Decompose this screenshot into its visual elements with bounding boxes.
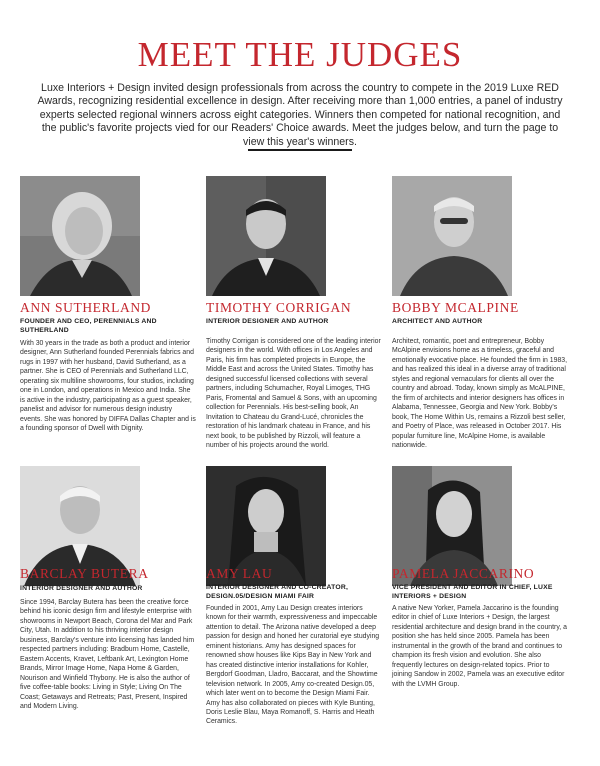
judge-bio: A native New Yorker, Pamela Jaccarino is the founding editor in chief of Luxe Interiors + Design, the largest residential architecture and design brand in the country, a position she has held since 2005. Pamela has been instrumental in the growth of the brand and continues to champion its fresh vision and evolution. She also frequently lectures on design-related topics. Prior to joining Sandow in 2002, Pamela was an executive editor with the LVMH Group. [392, 605, 567, 688]
judge-bio: Architect, romantic, poet and entrepreneur, Bobby McAlpine envisions home as a timeless, graceful and emotionally evocative place. He founded the firm in 1983, and has realized this ideal in a diverse array of traditional styles and regional vernaculars for clients all over the country and abroad. Today, known simply as McALPINE, the firm of architects and interior designers has offices in Alabama, Tennessee, Georgia and New York. Bobby's book, The Home Within Us, remains a Rizzoli best seller, and Poetry of Place, was released in October 2017. His popular furniture line, McAlpine Home, is available nationwide. [392, 338, 568, 449]
judge-role: FOUNDER AND CEO, PERENNIALS AND SUTHERLAND [20, 318, 157, 334]
judge-name: TIMOTHY CORRIGAN [206, 300, 352, 315]
judge-bio: Since 1994, Barclay Butera has been the creative force behind his iconic design firm and lifestyle enterprise with showrooms in Newport Beach, Corona del Mar and Park City, Utah. In addition to his thriving interior design business, Barclay's venture into licensing has landed him respected partners including: Bradburn Home, Castelle, Eastern Accents, Kravet, Leftbank Art, Lexington Home Brands, Mirror Image Home, Napa Home & Garden, Nourison and Winfield Thybony. He is also the author of five coffee-table books: Living in Style; Living On The Coast; Getaways and Retreats; Past, Present, Inspired and Modern Living. [20, 599, 195, 710]
page-title: MEET THE JUDGES [137, 35, 463, 74]
divider-rule [248, 149, 352, 151]
intro-paragraph: Luxe Interiors + Design invited design professionals from across the country to compete in the 2019 Luxe RED Awards, recognizing residential excellence in design. After receiving more than 1,000 entries, a panel of industry experts selected regional winners across eight categories. Winners then competed for national recognition, and the public's favorite projects vied for our Readers' Choice awards. Meet the judges below, and turn the page to view this year's winners. [37, 82, 563, 148]
judge-role: VICE PRESIDENT AND EDITOR IN CHIEF, LUXE INTERIORS + DESIGN [392, 584, 553, 600]
judge-photo-timothy-corrigan [206, 176, 326, 296]
judge-bio: Timothy Corrigan is considered one of the leading interior designers in the world. With offices in Los Angeles and Paris, his firm has completed projects in Europe, the Middle East and across the United States. Timothy has designed successful licensed collections with several partners, including Schumacher, Royal Limoges, THG Paris, Fromental and Samuel & Sons, with an upcoming collection for Perennials. His best-selling book, An Invitation to Chateau du Grand-Lucé, chronicles the restoration of his landmark chateau in France, and his next book, to be published by Rizzoli, will feature a number of his projects around the world. [206, 338, 381, 449]
judge-photo-bobby-mcalpine [392, 176, 512, 296]
judge-bio: Founded in 2001, Amy Lau Design creates interiors known for their warmth, expressiveness and impeccable attention to detail. The Arizona native developed a deep passion for design and honed her curatorial eye studying eminent historians. Amy has designed spaces for renowned show houses like Kips Bay in New York and has created distinctive interior installations for Kohler, Bergdorf Goodman, Lladro, Baccarat, and the Showtime television network. In 2005, Amy co-created Design.05, which later went on to become the Design Miami Fair. Amy has also collaborated on pieces with Kyle Bunting, Doris Leslie Blau, Maya Romanoff, S. Harris and Heath Ceramics. [206, 605, 380, 726]
judge-name: BOBBY MCALPINE [392, 300, 519, 315]
judge-name: BARCLAY BUTERA [20, 566, 149, 581]
judge-bio: With 30 years in the trade as both a product and interior designer, Ann Sutherland founded Perennials fabrics and rugs in 1997 with her husband, David Sutherland, as a partner. She is CEO of Perennials and Sutherland LLC, operating six multiline showrooms, four studios, including one in London, and operations in Mexico and India. She is active in the industry, participating as a guest speaker, panelist and advisor for numerous design industry events. She was honored by DIFFA Dallas Chapter and is a founding sponsor of Dwell with Dignity. [20, 340, 196, 433]
judge-photo-ann-sutherland [20, 176, 140, 296]
judge-role: ARCHITECT AND AUTHOR [392, 318, 483, 325]
judge-role: INTERIOR DESIGNER AND AUTHOR [20, 585, 143, 592]
judge-name: AMY LAU [206, 566, 273, 581]
judge-name: PAMELA JACCARINO [392, 566, 535, 581]
judge-name: ANN SUTHERLAND [20, 300, 152, 315]
judge-role: INTERIOR DESIGNER AND AUTHOR [206, 318, 329, 325]
judge-role: INTERIOR DESIGNER AND CO-CREATOR, DESIGN.05/DESIGN MIAMI FAIR [206, 584, 349, 600]
